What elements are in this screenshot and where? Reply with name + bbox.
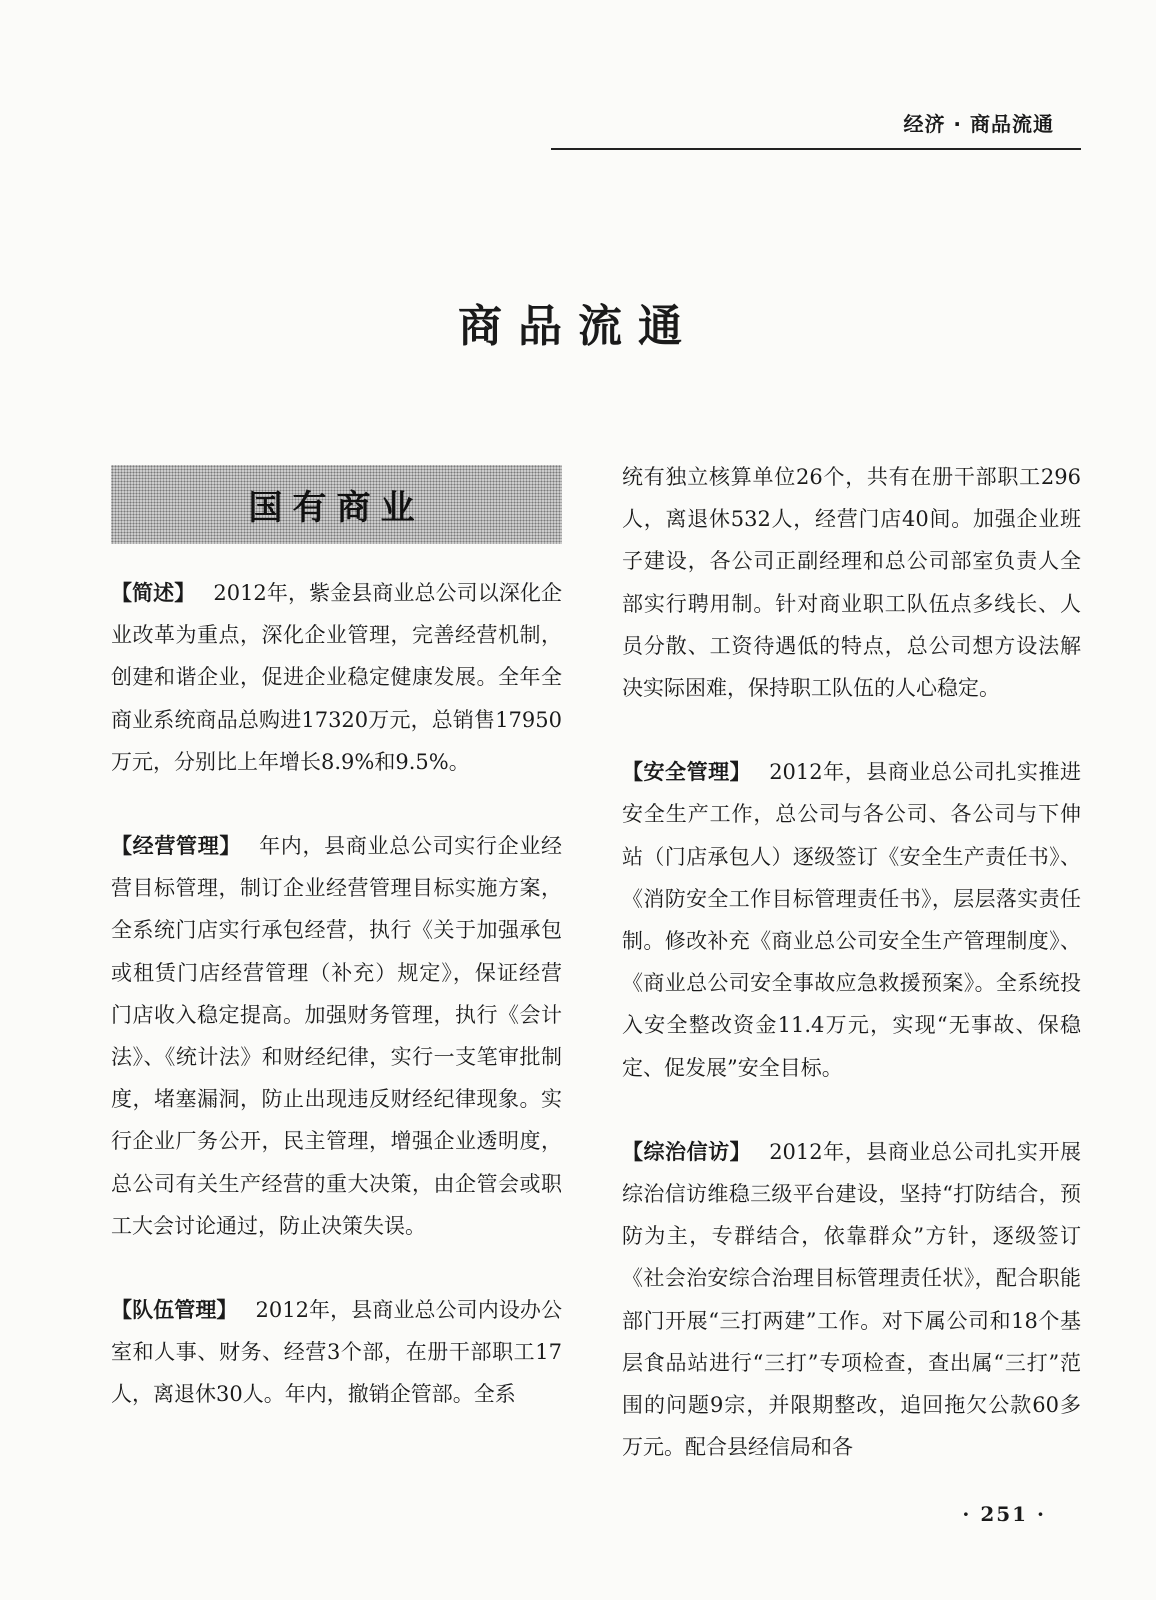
- header-rule: [551, 148, 1081, 150]
- section-title: 国有商业: [248, 488, 425, 528]
- page-number: · 251 ·: [962, 1502, 1046, 1526]
- paragraph-petitions: [622, 1131, 1081, 1469]
- paragraph-label: 【经营管理】: [111, 834, 242, 859]
- paragraph-safety: [622, 751, 1081, 1089]
- paragraph-text: 2012年，县商业总公司内设办公室和人事、财务、经营3个部，在册干部职工17人，离退休30人。年内，撤销企管部。全系: [111, 1298, 562, 1407]
- right-column: [622, 456, 1081, 1468]
- running-head: 经济 · 商品流通: [903, 112, 1054, 136]
- paragraph-text: 2012年，县商业总公司扎实推进安全生产工作，总公司与各公司、各公司与下伸站（门店承包人）逐级签订《安全生产责任书》、《消防安全工作目标管理责任书》，层层落实责任制。修改补充《商业总公司安全生产管理制度》、《商业总公司安全事故应急救援预案》。全系统投入安全整改资金11.4万元，实现“无事故、保稳定、促发展”安全目标。: [622, 760, 1081, 1080]
- paragraph-label: 【队伍管理】: [111, 1298, 238, 1323]
- left-column: [111, 572, 562, 1416]
- paragraph-overview: [111, 572, 562, 783]
- paragraph-label: 【简述】: [111, 581, 196, 605]
- paragraph-text: 年内，县商业总公司实行企业经营目标管理，制订企业经营管理目标实施方案，全系统门店实行承包经营，执行《关于加强承包或租赁门店经营管理（补充）规定》，保证经营门店收入稳定提高。加强财务管理，执行《会计法》、《统计法》和财经纪律，实行一支笔审批制度，堵塞漏洞，防止出现违反财经纪律现象。实行企业厂务公开，民主管理，增强企业透明度，总公司有关生产经营的重大决策，由企管会或职工大会讨论通过，防止决策失误。: [111, 834, 563, 1238]
- paragraph-label: 【安全管理】: [622, 760, 752, 785]
- section-banner: [111, 465, 562, 544]
- paragraph-text: 2012年，紫金县商业总公司以深化企业改革为重点，深化企业管理，完善经营机制，创建和谐企业，促进企业稳定健康发展。全年全商业系统商品总购进17320万元，总销售17950万元，分别比上年增长8.9%和9.5%。: [111, 581, 562, 774]
- paragraph-staff-continued: [622, 456, 1081, 709]
- paragraph-text: 统有独立核算单位26个，共有在册干部职工296人，离退休532人，经营门店40间。加强企业班子建设，各公司正副经理和总公司部室负责人全部实行聘用制。针对商业职工队伍点多线长、人员分散、工资待遇低的特点，总公司想方设法解决实际困难，保持职工队伍的人心稳定。: [622, 465, 1081, 701]
- paragraph-text: 2012年，县商业总公司扎实开展综治信访维稳三级平台建设，坚持“打防结合，预防为主，专群结合，依靠群众”方针，逐级签订《社会治安综合治理目标管理责任状》，配合职能部门开展“三打两建”工作。对下属公司和18个基层食品站进行“三打”专项检查，查出属“三打”范围的问题9宗，并限期整改，追回拖欠公款60多万元。配合县经信局和各: [622, 1139, 1081, 1460]
- chapter-title: 商品流通: [458, 301, 698, 352]
- paragraph-label: 【综治信访】: [622, 1139, 752, 1164]
- paragraph-staff: [111, 1289, 562, 1416]
- paragraph-operations: [111, 825, 562, 1247]
